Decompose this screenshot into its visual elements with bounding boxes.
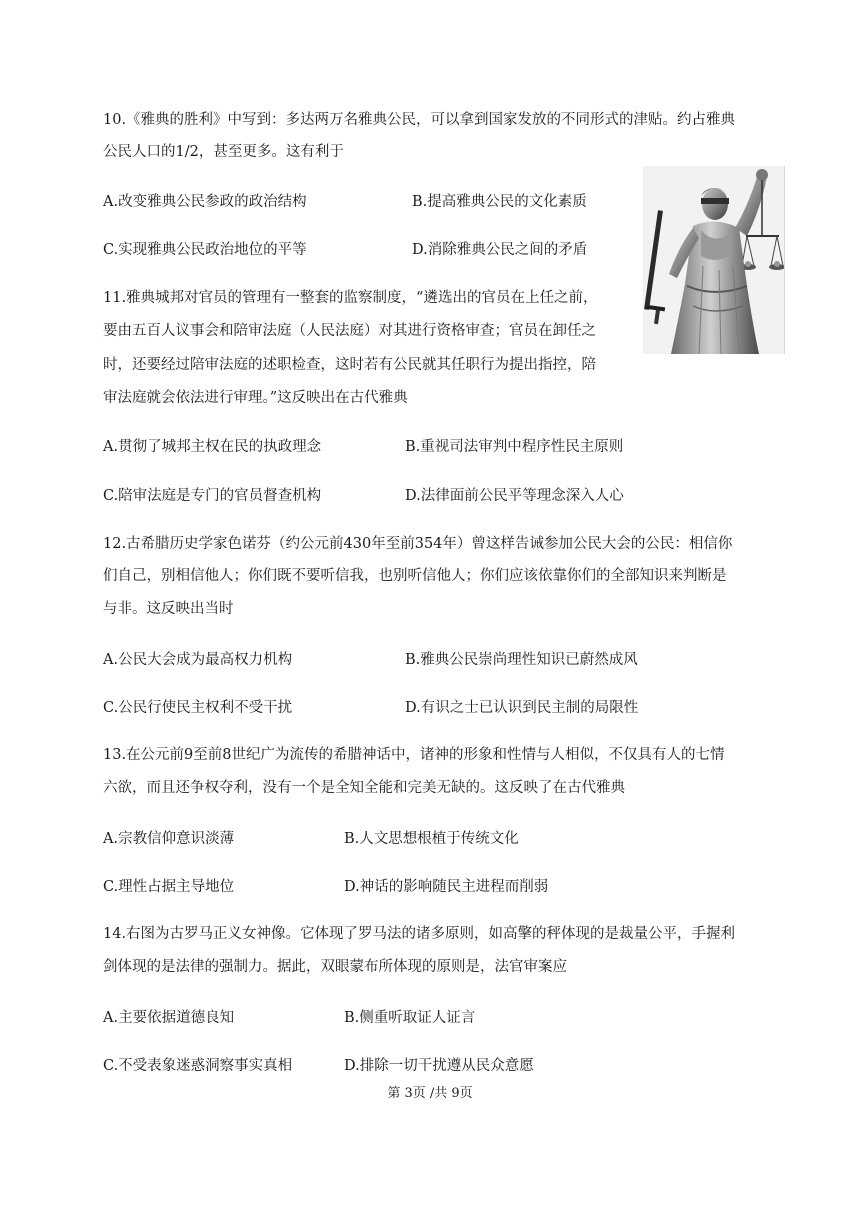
q14-option-c: C.不受表象迷惑洞察事实真相 [103,1058,293,1074]
q11-line-1: 11.雅典城邦对官员的管理有一整套的监察制度，“遴选出的官员在上任之前， [103,290,598,306]
q14-line-1: 14.右图为古罗马正义女神像。它体现了罗马法的诸多原则，如高擎的秤体现的是裁量公平，手握利 [103,926,736,942]
q14-option-a: A.主要依据道德良知 [103,1010,235,1026]
q14-option-b: B.侧重听取证人证言 [344,1010,476,1026]
page-number: 第 3页 /共 9页 [387,1086,473,1101]
q12-option-c: C.公民行使民主权利不受干扰 [103,700,293,716]
q12-line-3: 与非。这反映出当时 [103,601,234,617]
q12-line-1: 12.古希腊历史学家色诺芬（约公元前430年至前354年）曾这样告诫参加公民大会的公民：相信你 [103,536,733,552]
q12-line-2: 们自己，别相信他人；你们既不要听信我，也别听信他人；你们应该依靠你们的全部知识来判断是 [103,568,727,584]
q12-option-b: B.雅典公民崇尚理性知识已蔚然成风 [405,652,638,668]
q12-option-a: A.公民大会成为最高权力机构 [103,652,293,668]
q14-option-d: D.排除一切干扰遵从民众意愿 [344,1058,534,1074]
q13-line-1: 13.在公元前9至前8世纪广为流传的希腊神话中，诸神的形象和性情与人相似，不仅具有人的七情 [103,747,725,763]
q13-option-a: A.宗教信仰意识淡薄 [103,831,235,847]
q10-line-2: 公民人口的1/2，甚至更多。这有利于 [103,144,344,160]
q13-option-c: C.理性占据主导地位 [103,879,235,895]
q11-line-2: 要由五百人议事会和陪审法庭（人民法庭）对其进行资格审查；官员在卸任之 [103,323,596,339]
q10-option-c: C.实现雅典公民政治地位的平等 [103,242,307,258]
q11-option-d: D.法律面前公民平等理念深入人心 [405,488,624,504]
q11-option-b: B.重视司法审判中程序性民主原则 [405,439,624,455]
q11-line-3: 时，还要经过陪审法庭的述职检查，这时若有公民就其任职行为提出指控，陪 [103,357,596,373]
q14-line-2: 剑体现的是法律的强制力。据此，双眼蒙布所体现的原则是，法官审案应 [103,959,567,975]
q11-line-4: 审法庭就会依法进行审理。”这反映出在古代雅典 [103,390,408,406]
q10-option-d: D.消除雅典公民之间的矛盾 [412,242,588,258]
q10-option-b: B.提高雅典公民的文化素质 [412,194,587,210]
q13-option-d: D.神话的影响随民主进程而削弱 [344,879,549,895]
q13-option-b: B.人文思想根植于传统文化 [344,831,519,847]
q11-option-a: A.贯彻了城邦主权在民的执政理念 [103,439,322,455]
q12-option-d: D.有识之士已认识到民主制的局限性 [405,700,639,716]
q10-line-1: 10.《雅典的胜利》中写到：多达两万名雅典公民，可以拿到国家发放的不同形式的津贴。约占雅典 [103,112,736,128]
q13-line-2: 六欲，而且还争权夺利，没有一个是全知全能和完美无缺的。这反映了在古代雅典 [103,780,625,796]
justice-statue-photo-icon [643,166,785,354]
q11-option-c: C.陪审法庭是专门的官员督查机构 [103,488,322,504]
q10-option-a: A.改变雅典公民参政的政治结构 [103,194,307,210]
